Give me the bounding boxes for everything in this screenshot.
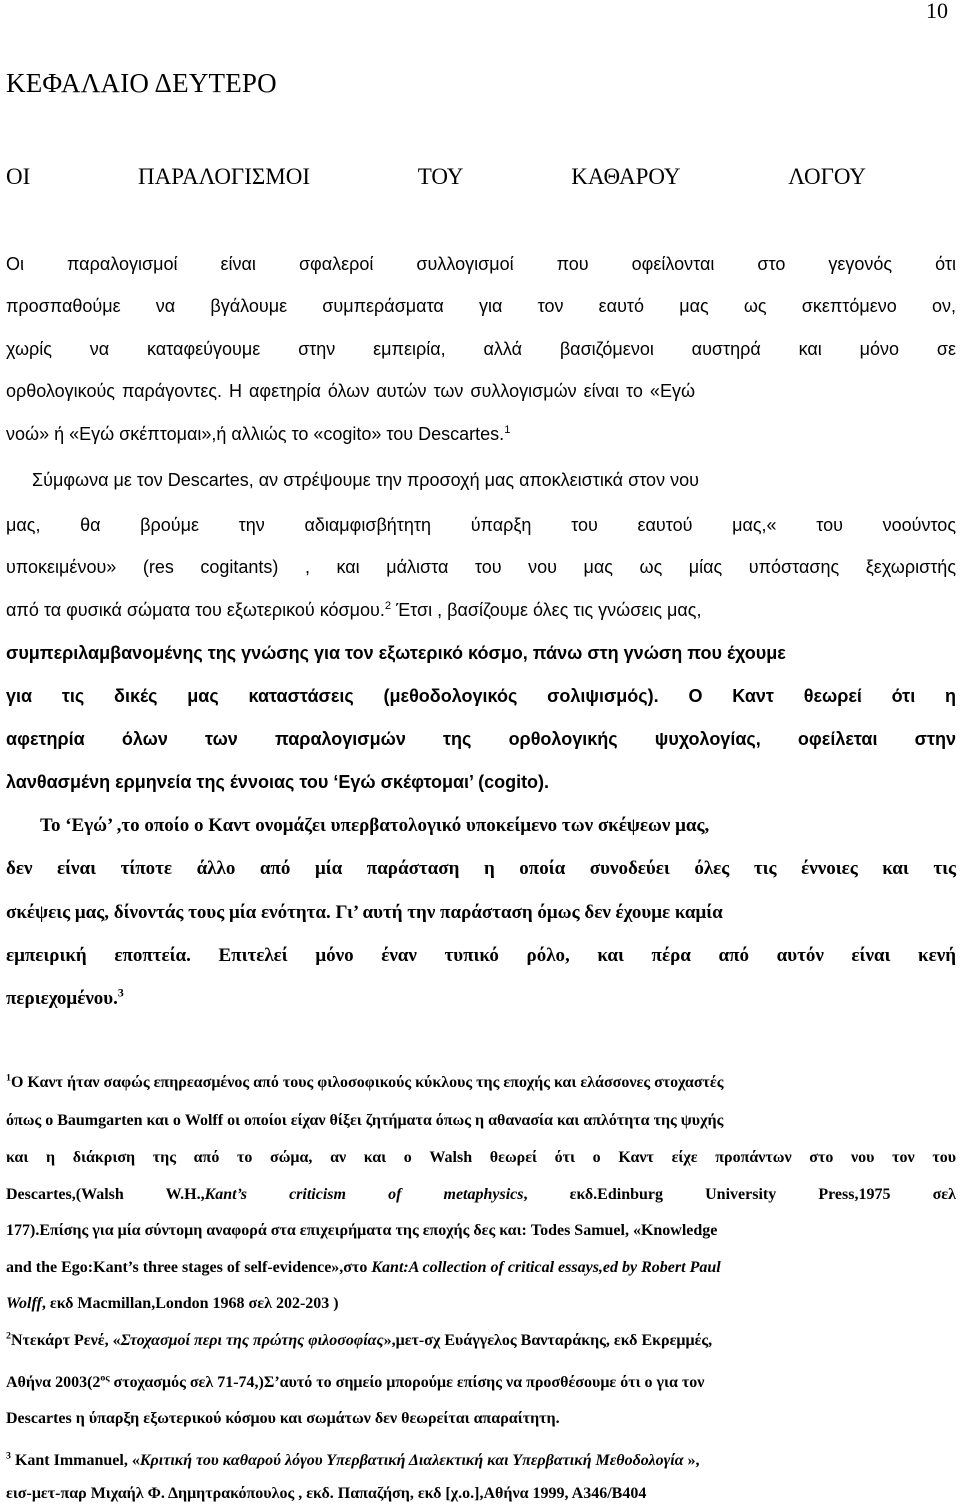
paragraph-line-tail: Έτσι , βασίζουμε όλες τις γνώσεις μας, bbox=[391, 600, 702, 620]
footnote-title: Kant’s criticism of metaphysics bbox=[204, 1186, 524, 1203]
footnote-3-line bbox=[6, 1452, 956, 1470]
paragraph-line: υποκειμένου» (res cogitants) , και μάλιστα του νου μας ως μίας υπόστασης ξεχωριστής bbox=[6, 557, 956, 577]
footnote-text: and the Ego:Kant’s three stages of self-evidence»,στο bbox=[6, 1259, 372, 1276]
intro-line: προσπαθούμε να βγάλουμε συμπεράσματα για τον εαυτό μας ως σκεπτόμενο ον, bbox=[6, 296, 956, 316]
paragraph-line: δεν είναι τίποτε άλλο από μία παράσταση η οποία συνοδεύει όλες τις έννοιες και τις bbox=[6, 858, 956, 879]
paragraph-line: μας, θα βρούμε την αδιαμφισβήτητη ύπαρξη του εαυτού μας,« του νοούντος bbox=[6, 515, 956, 535]
paragraph-line-text: από τα φυσικά σώματα του εξωτερικού κόσμου. bbox=[6, 600, 385, 620]
footnote-2-line: Descartes η ύπαρξη εξωτερικού κόσμου και σωμάτων δεν θεωρείται απαραίτητη. bbox=[6, 1410, 560, 1427]
footnote-number: 2 bbox=[6, 1330, 11, 1342]
heading-word: ΛΟΓΟΥ bbox=[788, 164, 866, 189]
footnote-1-line bbox=[6, 1186, 956, 1204]
paragraph-line: εμπειρική εποπτεία. Επιτελεί μόνο έναν τυπικό ρόλο, και πέρα από αυτόν είναι κενή bbox=[6, 945, 956, 966]
footnote-text: », bbox=[683, 1452, 700, 1469]
footnote-1-line bbox=[6, 1259, 956, 1277]
section-heading bbox=[6, 164, 866, 190]
footnote-text: , εκδ.Edinburg University Press,1975 σελ bbox=[523, 1186, 956, 1203]
footnote-2-line bbox=[6, 1332, 956, 1350]
heading-word: ΚΑΘΑΡΟΥ bbox=[571, 164, 681, 189]
heading-word: ΤΟΥ bbox=[417, 164, 464, 189]
footnote-1-line: 177).Επίσης για μία σύντομη αναφορά στα επιχειρήματα της εποχής δες και: Todes Samuel, «Knowledge bbox=[6, 1222, 718, 1239]
footnote-title: Στοχασμοί περι της πρώτης φιλοσοφίας bbox=[120, 1332, 384, 1349]
paragraph-line-text: περιεχομένου. bbox=[6, 988, 118, 1009]
footnote-text: , εκδ Macmillan,London 1968 σελ 202-203 ) bbox=[41, 1295, 339, 1312]
intro-line: Οι παραλογισμοί είναι σφαλεροί συλλογισμοί που οφείλονται στο γεγονός ότι bbox=[6, 254, 956, 274]
paragraph-line: αφετηρία όλων των παραλογισμών της ορθολογικής ψυχολογίας, οφείλεται στην bbox=[6, 729, 956, 749]
heading-word: ΟΙ bbox=[6, 164, 31, 189]
heading-word: ΠΑΡΑΛΟΓΙΣΜΟΙ bbox=[138, 164, 310, 189]
paragraph-line: συμπεριλαμβανομένης της γνώσης για τον εξωτερικό κόσμο, πάνω στη γνώση που έχουμε bbox=[6, 643, 786, 663]
footnote-title: Kant:A collection of critical essays,ed by Robert Paul bbox=[371, 1259, 721, 1276]
footnote-number: 3 bbox=[6, 1450, 11, 1462]
footnote-marker: 3 bbox=[117, 986, 124, 1000]
paragraph-line: για τις δικές μας καταστάσεις (μεθοδολογικός σολιψισμός). Ο Καντ θεωρεί ότι η bbox=[6, 686, 956, 706]
footnote-text: Kant Immanuel, « bbox=[10, 1452, 140, 1469]
chapter-title: ΚΕΦΑΛΑΙΟ ΔΕΥΤΕΡΟ bbox=[6, 68, 277, 98]
footnote-title: Κριτική του καθαρού λόγου Υπερβατική Διαλεκτική και Υπερβατική Μεθοδολογία bbox=[139, 1452, 684, 1469]
footnote-3-line: εισ-μετ-παρ Μιχαήλ Φ. Δημητρακόπουλος , εκδ. Παπαζήση, εκδ [χ.ο.],Αθήνα 1999, Α346/Β404 bbox=[6, 1485, 647, 1502]
page-number: 10 bbox=[926, 0, 948, 23]
footnote-text: Descartes,(Walsh W.H., bbox=[6, 1186, 205, 1203]
footnote-number: 1 bbox=[6, 1072, 11, 1084]
intro-line-text: νοώ» ή «Εγώ σκέπτομαι»,ή αλλιώς το «cogito» του Descartes. bbox=[6, 424, 505, 444]
footnote-text: Αθήνα 2003(2 bbox=[6, 1374, 101, 1391]
footnote-1-line: και η διάκριση της από το σώμα, αν και ο Walsh θεωρεί ότι ο Καντ είχε προπάντων στο νου τον του bbox=[6, 1149, 956, 1166]
intro-line-last bbox=[6, 424, 956, 445]
footnote-marker: 1 bbox=[504, 424, 511, 436]
footnote-marker: 2 bbox=[384, 600, 392, 612]
footnote-1-line: όπως ο Baumgarten και ο Wolff οι οποίοι είχαν θίξει ζητήματα όπως η αθανασία και απλότητα της ψυχής bbox=[6, 1112, 724, 1129]
footnote-1-line bbox=[6, 1074, 956, 1092]
footnote-1-line bbox=[6, 1295, 956, 1313]
paragraph-line: σκέψεις μας, δίνοντάς τους μία ενότητα. Γι’ αυτή την παράσταση όμως δεν έχουμε καμία bbox=[6, 902, 723, 923]
footnote-title: Wolff bbox=[6, 1295, 42, 1312]
intro-line: χωρίς να καταφεύγουμε στην εμπειρία, αλλά βασιζόμενοι αυστηρά και μόνο σε bbox=[6, 339, 956, 359]
paragraph-line: λανθασμένη ερμηνεία της έννοιας του ‘Εγώ σκέφτομαι’ (cogito). bbox=[6, 772, 550, 792]
footnote-text: »,μετ-σχ Ευάγγελος Βανταράκης, εκδ Εκρεμμές, bbox=[383, 1332, 713, 1349]
ordinal-suffix: ος bbox=[100, 1372, 110, 1384]
footnote-text: Ντεκάρτ Ρενέ, « bbox=[10, 1332, 121, 1349]
paragraph-line-last bbox=[6, 600, 956, 621]
footnote-2-line bbox=[6, 1374, 956, 1392]
paragraph-line: Σύμφωνα με τον Descartes, αν στρέψουμε την προσοχή μας αποκλειστικά στον νου bbox=[32, 470, 699, 490]
footnote-text: στοχασμός σελ 71-74,)Σ’αυτό το σημείο μπορούμε επίσης να προσθέσουμε ότι ο για τον bbox=[109, 1374, 705, 1391]
paragraph-line-last bbox=[6, 988, 956, 1010]
intro-line: ορθολογικούς παράγοντες. Η αφετηρία όλων αυτών των συλλογισμών είναι το «Εγώ bbox=[6, 381, 695, 401]
footnote-text: Ο Καντ ήταν σαφώς επηρεασμένος από τους φιλοσοφικούς κύκλους της εποχής και ελάσσονες στοχαστές bbox=[10, 1074, 724, 1091]
paragraph-line: Το ‘Εγώ’ ,το οποίο ο Καντ ονομάζει υπερβατολογικό υποκείμενο των σκέψεων μας, bbox=[40, 815, 710, 836]
